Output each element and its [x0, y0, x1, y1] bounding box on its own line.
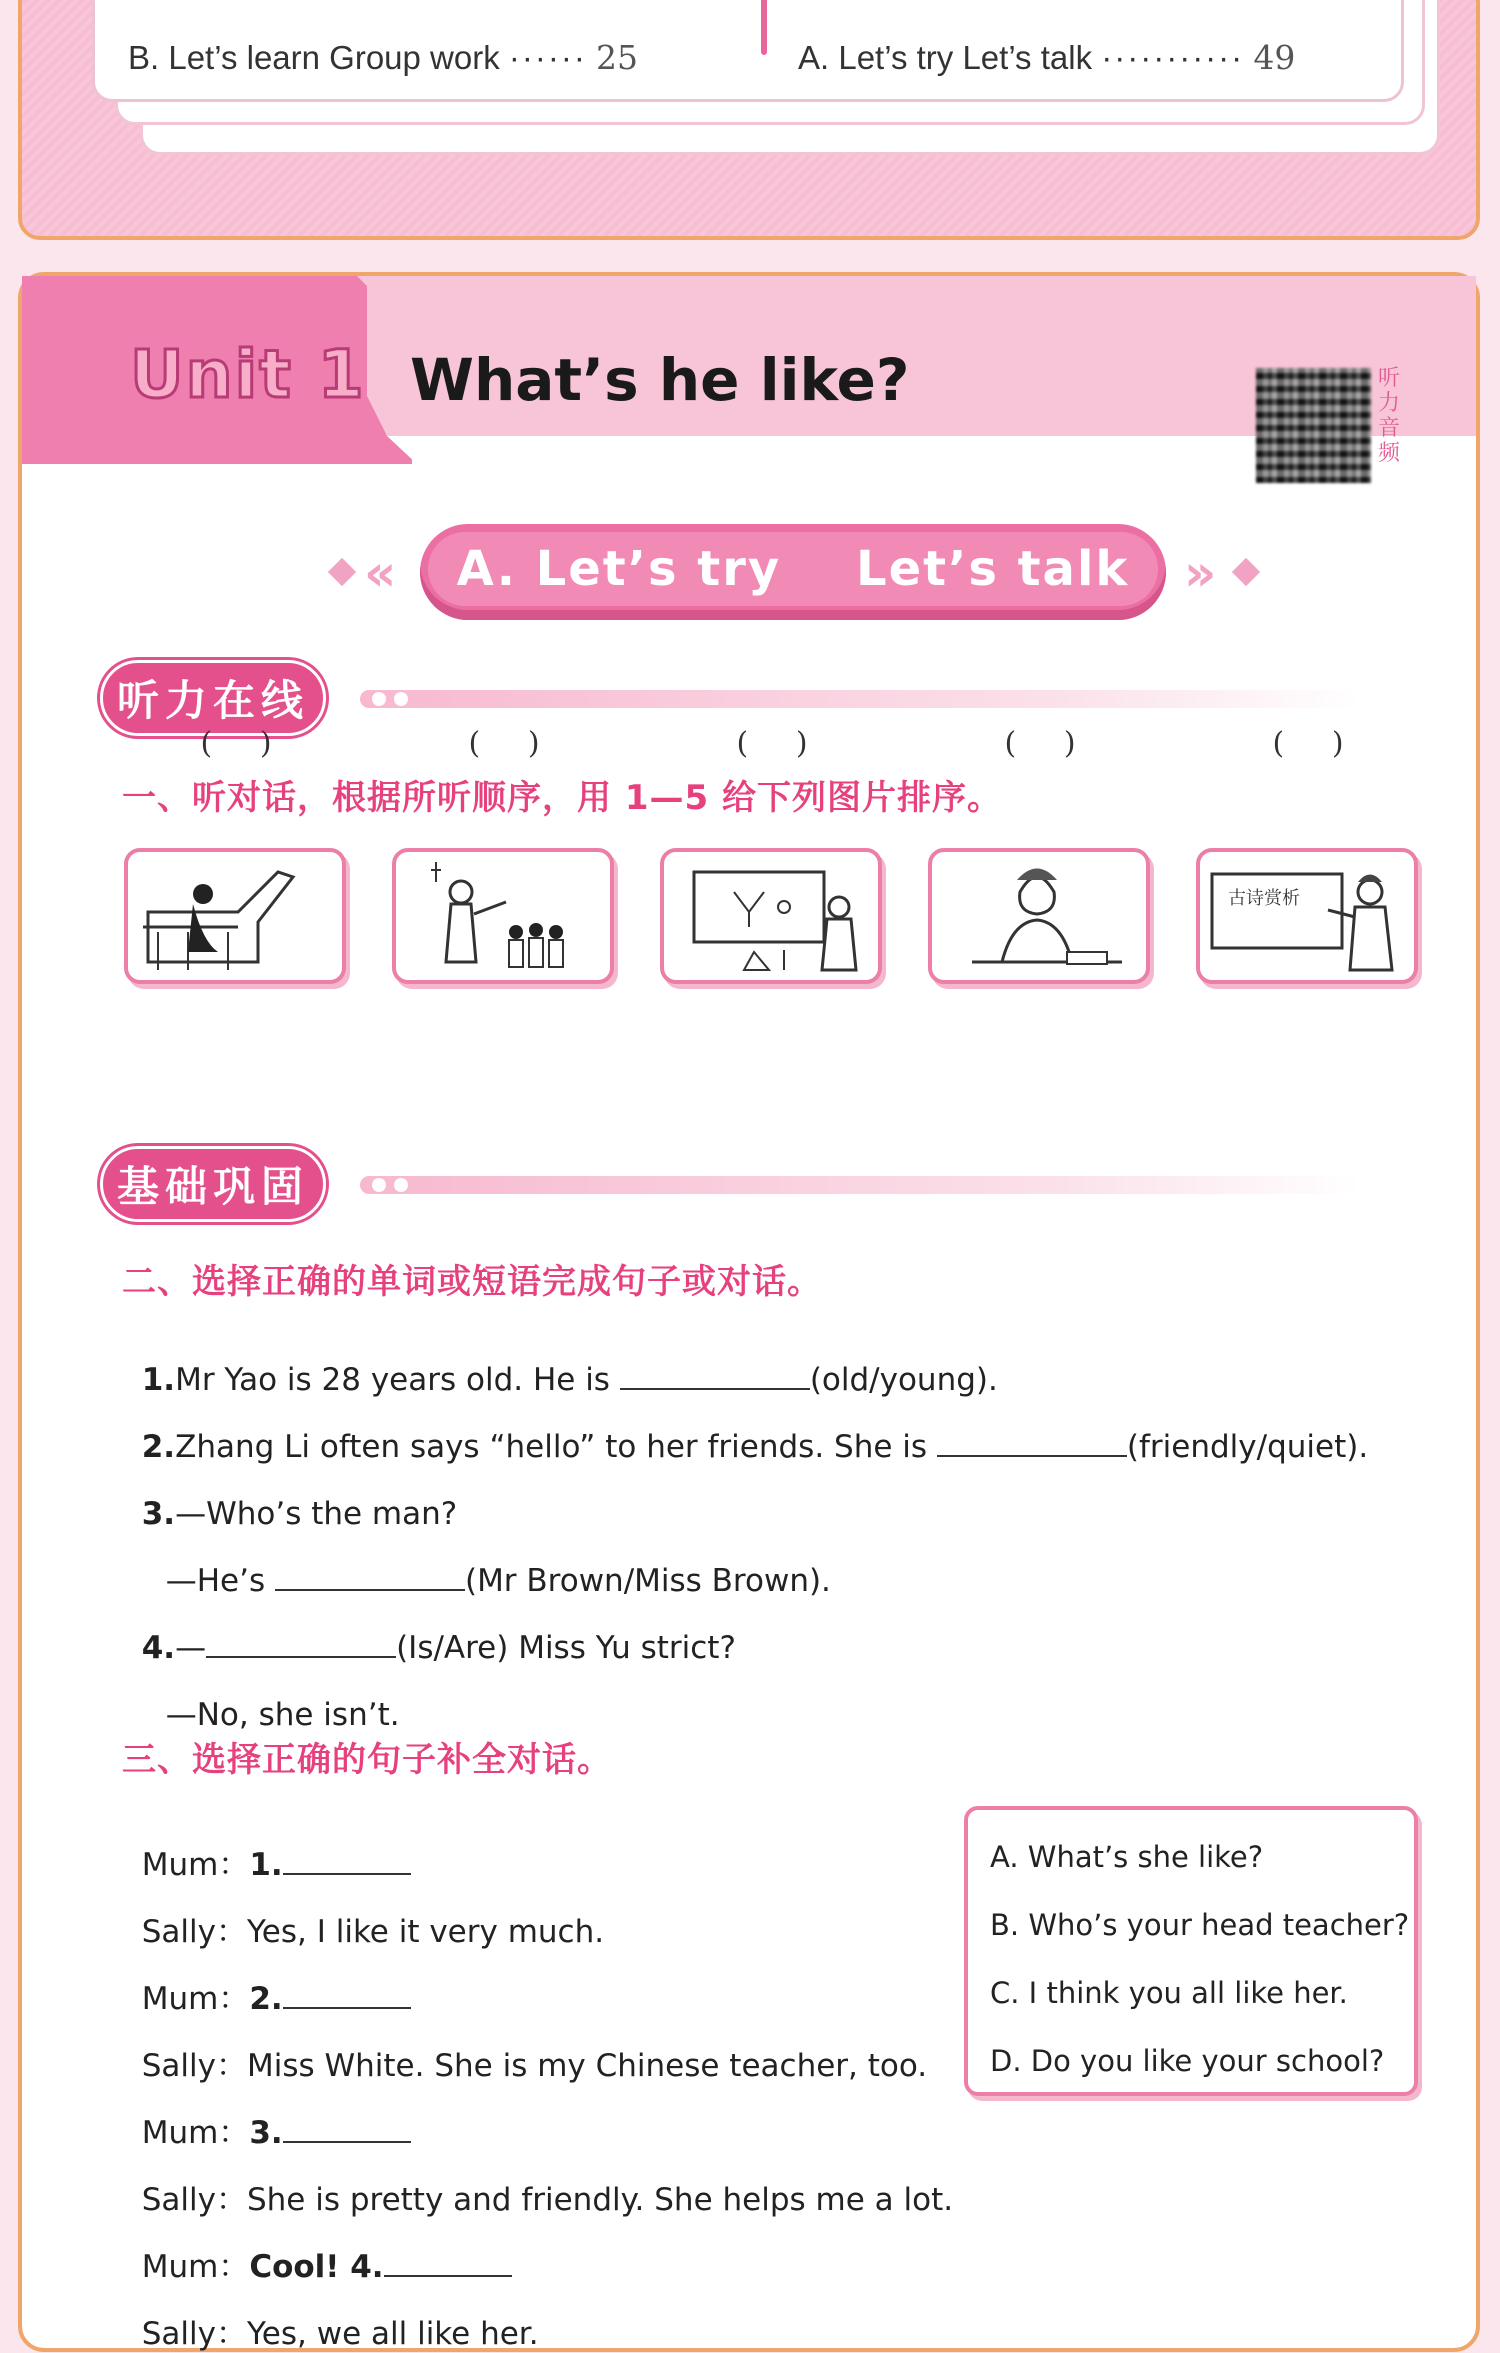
- section-title: 听力在线: [117, 676, 310, 725]
- question-line: [122, 1594, 736, 1666]
- chevron-left-icon: «: [364, 544, 397, 602]
- answer-blank[interactable]: ( ): [736, 726, 808, 761]
- question-text: —He’s: [165, 1563, 275, 1599]
- speaker: Sally：: [141, 2316, 247, 2352]
- dialogue-text: Cool! 4.: [249, 2249, 384, 2285]
- option-item[interactable]: C. I think you all like her.: [990, 1976, 1348, 2010]
- question-line: [122, 1326, 998, 1398]
- answer-blank[interactable]: ( ): [1004, 726, 1076, 761]
- question-hint: (Is/Are) Miss Yu strict?: [396, 1630, 736, 1666]
- speaker: Mum：: [141, 2249, 250, 2285]
- speaker: Sally：: [141, 2048, 247, 2084]
- dialogue-text: She is pretty and friendly. She helps me a lot.: [246, 2182, 954, 2218]
- basics-section-header: [100, 1146, 1400, 1226]
- dot-icon: [372, 1178, 386, 1192]
- section-pill: [100, 1146, 326, 1222]
- toc-leader-dots: ······: [508, 39, 587, 76]
- question-line: [146, 1661, 400, 1733]
- answer-blank[interactable]: [937, 1429, 1127, 1457]
- speaker: Sally：: [141, 2182, 247, 2218]
- dot-icon: [372, 692, 386, 706]
- toc-leader-dots: ···········: [1101, 39, 1245, 76]
- dialogue-line: [122, 2272, 539, 2353]
- section-ribbon: [312, 524, 1272, 624]
- answer-blank[interactable]: [275, 1563, 465, 1591]
- toc-page-number: 49: [1253, 38, 1296, 77]
- question-hint: (Mr Brown/Miss Brown).: [464, 1563, 831, 1599]
- section-ribbon-title: A. Let’s try Let’s talk: [456, 541, 1130, 597]
- question-line: [122, 1393, 1368, 1465]
- speaker: Mum：: [141, 2115, 250, 2151]
- speaker: Mum：: [141, 1981, 250, 2017]
- dialogue-text: Yes, we all like her.: [246, 2316, 539, 2352]
- dot-icon: [394, 692, 408, 706]
- science-teacher-icon: [660, 848, 882, 984]
- dialogue-text: 3.: [249, 2115, 283, 2151]
- section-rule: [360, 690, 1360, 708]
- section-rule: [360, 1176, 1360, 1194]
- question-number: 4.: [141, 1630, 176, 1666]
- question-3-instruction: 三、选择正确的句子补全对话。: [122, 1740, 612, 1780]
- question-line: [146, 1527, 831, 1599]
- diamond-icon: [1232, 558, 1260, 586]
- question-number: 2.: [141, 1429, 176, 1465]
- toc-entry-label: A. Let’s try Let’s talk: [798, 39, 1093, 76]
- unit-number: Unit 1: [130, 336, 366, 413]
- toc-entry-right[interactable]: [798, 38, 1295, 77]
- question-1-instruction: 一、听对话，根据所听顺序，用 1—5 给下列图片排序。: [122, 778, 1002, 818]
- question-text: Zhang Li often says “hello” to her friends. She is: [175, 1429, 937, 1465]
- answer-blank[interactable]: [620, 1362, 810, 1390]
- unit-title: What’s he like?: [410, 346, 910, 414]
- answer-blank[interactable]: [206, 1630, 396, 1658]
- section-pill: [100, 660, 326, 736]
- piano-girl-icon: [124, 848, 346, 984]
- question-number: 3.: [141, 1496, 176, 1532]
- option-item[interactable]: D. Do you like your school?: [990, 2044, 1385, 2078]
- head-teacher-icon: [928, 848, 1150, 984]
- options-box: [964, 1806, 1418, 2096]
- dialogue-text: 2.: [249, 1981, 283, 2017]
- answer-blank[interactable]: ( ): [1272, 726, 1344, 761]
- chevron-right-icon: »: [1184, 544, 1217, 602]
- toc-divider: [761, 0, 767, 55]
- speaker: Sally：: [141, 1914, 247, 1950]
- answer-blank[interactable]: ( ): [468, 726, 540, 761]
- question-number: 1.: [141, 1362, 176, 1398]
- dialogue-text: Yes, I like it very much.: [246, 1914, 605, 1950]
- question-text: —No, she isn’t.: [165, 1697, 400, 1733]
- diamond-icon: [328, 558, 356, 586]
- qr-caption: 听力音频: [1378, 366, 1401, 466]
- question-hint: (friendly/quiet).: [1126, 1429, 1369, 1465]
- question-hint: (old/young).: [809, 1362, 998, 1398]
- option-item[interactable]: B. Who’s your head teacher?: [990, 1908, 1410, 1942]
- dot-icon: [394, 1178, 408, 1192]
- dialogue-text: 1.: [249, 1847, 283, 1883]
- qr-code-icon[interactable]: [1256, 368, 1371, 483]
- board-text: 古诗赏析: [1228, 888, 1300, 909]
- section-title: 基础巩固: [117, 1162, 310, 1211]
- question-text: Mr Yao is 28 years old. He is: [175, 1362, 620, 1398]
- question-text: —Who’s the man?: [175, 1496, 458, 1532]
- dialogue-text: Miss White. She is my Chinese teacher, too.: [246, 2048, 928, 2084]
- section-ribbon-pill: [420, 524, 1166, 620]
- question-text: —: [175, 1630, 207, 1666]
- toc-entry-label: B. Let’s learn Group work: [128, 39, 500, 76]
- speaker: Mum：: [141, 1847, 250, 1883]
- option-item[interactable]: A. What’s she like?: [990, 1840, 1264, 1874]
- music-teacher-class-icon: [392, 848, 614, 984]
- question-line: [122, 1460, 457, 1532]
- toc-page-number: 25: [596, 38, 639, 77]
- question-2-instruction: 二、选择正确的单词或短语完成句子或对话。: [122, 1262, 822, 1302]
- answer-blank[interactable]: ( ): [200, 726, 272, 761]
- chinese-teacher-icon: [1196, 848, 1418, 984]
- toc-entry-left[interactable]: [128, 38, 638, 77]
